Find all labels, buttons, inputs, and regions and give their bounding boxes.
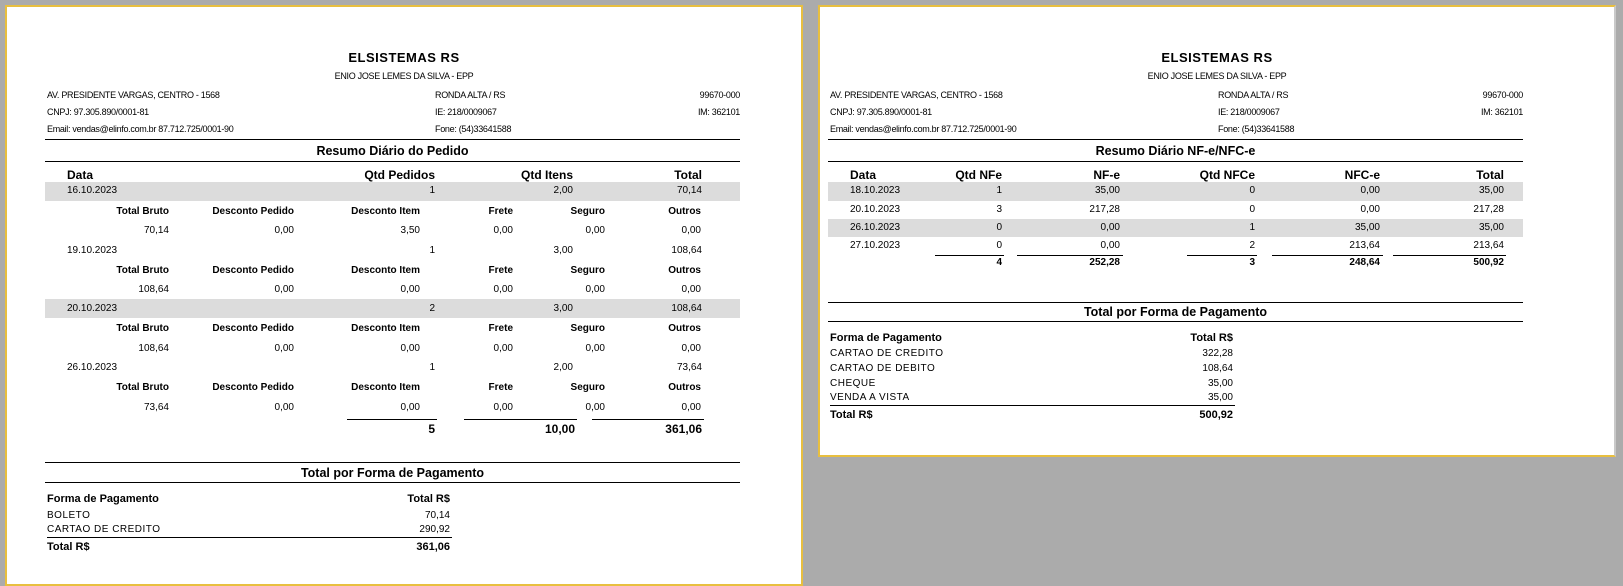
day-total: 73,64 <box>676 362 702 373</box>
divider <box>828 302 1523 303</box>
day-seguro: 0,00 <box>585 225 605 236</box>
sub-header-desconto-item: Desconto Item <box>351 323 420 334</box>
day-seguro: 0,00 <box>585 284 605 295</box>
sub-header-total-bruto: Total Bruto <box>116 382 169 393</box>
sub-header-desconto-pedido: Desconto Pedido <box>212 382 294 393</box>
payment-col-form: Forma de Pagamento <box>830 332 942 344</box>
sub-header-frete: Frete <box>488 323 513 334</box>
col-header-qtd-nfce: Qtd NFCe <box>1199 168 1255 182</box>
total-qtd-nfce: 3 <box>1249 257 1255 268</box>
sub-header-outros: Outros <box>668 323 701 334</box>
company-city: RONDA ALTA / RS <box>435 90 506 100</box>
day-desconto-item: 0,00 <box>400 402 420 413</box>
total-nfce: 248,64 <box>1349 257 1380 268</box>
sub-header-frete: Frete <box>488 265 513 276</box>
sub-header-total-bruto: Total Bruto <box>116 206 169 217</box>
sub-header-desconto-pedido: Desconto Pedido <box>212 206 294 217</box>
day-desconto-pedido: 0,00 <box>274 343 294 354</box>
day-frete: 0,00 <box>493 225 513 236</box>
day-qtd-itens: 2,00 <box>553 185 573 196</box>
col-header-date: Data <box>850 168 877 182</box>
day-outros: 0,00 <box>681 225 701 236</box>
divider <box>45 139 740 140</box>
day-desconto-pedido: 0,00 <box>274 284 294 295</box>
company-city: RONDA ALTA / RS <box>1218 90 1289 100</box>
total-value: 500,92 <box>1473 257 1504 268</box>
sub-header-desconto-pedido: Desconto Pedido <box>212 323 294 334</box>
nfe-row-total: 217,28 <box>1473 204 1504 215</box>
payment-title: Total por Forma de Pagamento <box>1083 305 1268 319</box>
nfe-row-date: 27.10.2023 <box>850 240 901 251</box>
day-total: 108,64 <box>671 303 702 314</box>
payment-col-total: Total R$ <box>407 493 450 505</box>
nfe-row-nfce: 213,64 <box>1349 240 1380 251</box>
sub-header-outros: Outros <box>668 382 701 393</box>
total-qtd-pedidos: 5 <box>428 422 435 436</box>
payment-total-label: Total R$ <box>830 409 873 421</box>
company-email: Email: vendas@elinfo.com.br 87.712.725/0001-90 <box>830 124 1017 134</box>
company-address: AV. PRESIDENTE VARGAS, CENTRO - 1568 <box>830 90 1003 100</box>
company-name: ELSISTEMAS RS <box>348 50 460 65</box>
nfe-row-date: 26.10.2023 <box>850 222 901 233</box>
payment-title: Total por Forma de Pagamento <box>300 466 485 480</box>
payment-total-value: 361,06 <box>416 541 450 553</box>
company-cep: 99670-000 <box>1482 90 1523 100</box>
col-header-total: Total <box>674 168 702 182</box>
nfe-row-total: 35,00 <box>1478 222 1504 233</box>
total-rule <box>1187 255 1257 256</box>
total-nfe: 252,28 <box>1089 257 1120 268</box>
nfe-row-total: 213,64 <box>1473 240 1504 251</box>
nfe-row-date: 20.10.2023 <box>850 204 901 215</box>
payment-col-total: Total R$ <box>1190 332 1233 344</box>
section-title: Resumo Diário do Pedido <box>316 144 469 158</box>
divider <box>828 321 1523 322</box>
col-header-total: Total <box>1476 168 1504 182</box>
day-desconto-pedido: 0,00 <box>274 225 294 236</box>
nfe-row-nfce: 0,00 <box>1360 185 1380 196</box>
day-date: 26.10.2023 <box>67 362 118 373</box>
nfe-row-qtd-nfce: 2 <box>1249 240 1255 251</box>
divider <box>828 139 1523 140</box>
sub-header-seguro: Seguro <box>570 382 605 393</box>
payment-col-form: Forma de Pagamento <box>47 493 159 505</box>
payment-method: CARTAO DE CREDITO <box>47 524 161 535</box>
company-address: AV. PRESIDENTE VARGAS, CENTRO - 1568 <box>47 90 220 100</box>
nfe-row-nfce: 35,00 <box>1354 222 1380 233</box>
day-qtd-itens: 3,00 <box>553 303 573 314</box>
col-header-nfce: NFC-e <box>1344 168 1380 182</box>
day-total-bruto: 70,14 <box>143 225 169 236</box>
day-frete: 0,00 <box>493 402 513 413</box>
sub-header-desconto-item: Desconto Item <box>351 265 420 276</box>
nfe-row-qtd-nfce: 0 <box>1249 204 1255 215</box>
day-date: 16.10.2023 <box>67 185 118 196</box>
divider <box>828 161 1523 162</box>
day-total: 108,64 <box>671 245 702 256</box>
nfe-row-qtd-nfce: 1 <box>1249 222 1255 233</box>
total-rule <box>464 419 577 420</box>
total-rule <box>592 419 704 420</box>
payment-total-rule <box>830 405 1235 406</box>
section-title: Resumo Diário NF-e/NFC-e <box>1095 144 1256 158</box>
day-outros: 0,00 <box>681 284 701 295</box>
divider <box>45 161 740 162</box>
divider <box>45 462 740 463</box>
payment-total-label: Total R$ <box>47 541 90 553</box>
payment-total-rule <box>47 537 452 538</box>
payment-method: VENDA A VISTA <box>830 392 910 403</box>
day-frete: 0,00 <box>493 343 513 354</box>
sub-header-total-bruto: Total Bruto <box>116 323 169 334</box>
report-page-pedidos <box>5 5 803 586</box>
sub-header-total-bruto: Total Bruto <box>116 265 169 276</box>
day-seguro: 0,00 <box>585 402 605 413</box>
day-desconto-item: 3,50 <box>400 225 420 236</box>
nfe-row-qtd-nfe: 3 <box>996 204 1002 215</box>
nfe-row-qtd-nfe: 1 <box>996 185 1002 196</box>
payment-amount: 108,64 <box>1202 363 1233 374</box>
payment-amount: 70,14 <box>424 510 450 521</box>
sub-header-seguro: Seguro <box>570 265 605 276</box>
total-rule <box>1272 255 1383 256</box>
company-owner: ENIO JOSE LEMES DA SILVA - EPP <box>334 71 474 81</box>
sub-header-frete: Frete <box>488 206 513 217</box>
day-qtd-pedidos: 2 <box>429 303 435 314</box>
sub-header-desconto-pedido: Desconto Pedido <box>212 265 294 276</box>
nfe-row-nfe: 0,00 <box>1100 240 1120 251</box>
payment-amount: 290,92 <box>419 524 450 535</box>
company-cnpj: CNPJ: 97.305.890/0001-81 <box>830 107 932 117</box>
col-header-qtd-pedidos: Qtd Pedidos <box>364 168 435 182</box>
company-im: IM: 362101 <box>1480 107 1523 117</box>
nfe-row-nfe: 0,00 <box>1100 222 1120 233</box>
total-qtd-nfe: 4 <box>996 257 1002 268</box>
company-phone: Fone: (54)33641588 <box>1218 124 1295 134</box>
day-desconto-pedido: 0,00 <box>274 402 294 413</box>
nfe-row-nfce: 0,00 <box>1360 204 1380 215</box>
day-date: 20.10.2023 <box>67 303 118 314</box>
company-cep: 99670-000 <box>699 90 740 100</box>
company-email: Email: vendas@elinfo.com.br 87.712.725/0001-90 <box>47 124 234 134</box>
payment-method: CARTAO DE DEBITO <box>830 363 936 374</box>
nfe-row-nfe: 35,00 <box>1094 185 1120 196</box>
total-rule <box>347 419 437 420</box>
sub-header-desconto-item: Desconto Item <box>351 382 420 393</box>
day-date: 19.10.2023 <box>67 245 118 256</box>
day-outros: 0,00 <box>681 402 701 413</box>
nfe-row-qtd-nfe: 0 <box>996 240 1002 251</box>
payment-method: CHEQUE <box>830 378 876 389</box>
day-seguro: 0,00 <box>585 343 605 354</box>
total-rule <box>1393 255 1506 256</box>
company-owner: ENIO JOSE LEMES DA SILVA - EPP <box>1147 71 1287 81</box>
payment-method: BOLETO <box>47 510 91 521</box>
day-qtd-itens: 2,00 <box>553 362 573 373</box>
nfe-row-nfe: 217,28 <box>1089 204 1120 215</box>
company-ie: IE: 218/0009067 <box>1218 107 1280 117</box>
total-value: 361,06 <box>665 422 702 436</box>
day-qtd-pedidos: 1 <box>429 245 435 256</box>
divider <box>45 482 740 483</box>
payment-amount: 35,00 <box>1207 378 1233 389</box>
day-frete: 0,00 <box>493 284 513 295</box>
day-desconto-item: 0,00 <box>400 343 420 354</box>
sub-header-seguro: Seguro <box>570 323 605 334</box>
total-rule <box>1017 255 1123 256</box>
sub-header-frete: Frete <box>488 382 513 393</box>
payment-amount: 322,28 <box>1202 348 1233 359</box>
company-cnpj: CNPJ: 97.305.890/0001-81 <box>47 107 149 117</box>
nfe-row-total: 35,00 <box>1478 185 1504 196</box>
col-header-nfe: NF-e <box>1093 168 1120 182</box>
day-qtd-pedidos: 1 <box>429 362 435 373</box>
day-total: 70,14 <box>676 185 702 196</box>
nfe-row-date: 18.10.2023 <box>850 185 901 196</box>
day-total-bruto: 73,64 <box>143 402 169 413</box>
payment-total-value: 500,92 <box>1199 409 1233 421</box>
company-phone: Fone: (54)33641588 <box>435 124 512 134</box>
sub-header-seguro: Seguro <box>570 206 605 217</box>
sub-header-outros: Outros <box>668 265 701 276</box>
col-header-qtd-itens: Qtd Itens <box>520 168 573 182</box>
total-rule <box>935 255 1004 256</box>
company-ie: IE: 218/0009067 <box>435 107 497 117</box>
day-outros: 0,00 <box>681 343 701 354</box>
day-total-bruto: 108,64 <box>138 343 169 354</box>
nfe-row-qtd-nfce: 0 <box>1249 185 1255 196</box>
col-header-date: Data <box>67 168 94 182</box>
company-im: IM: 362101 <box>697 107 740 117</box>
sub-header-desconto-item: Desconto Item <box>351 206 420 217</box>
day-qtd-itens: 3,00 <box>553 245 573 256</box>
report-page-nfe <box>818 5 1616 457</box>
nfe-row-qtd-nfe: 0 <box>996 222 1002 233</box>
col-header-qtd-nfe: Qtd NFe <box>955 168 1002 182</box>
payment-amount: 35,00 <box>1207 392 1233 403</box>
day-total-bruto: 108,64 <box>138 284 169 295</box>
company-name: ELSISTEMAS RS <box>1161 50 1273 65</box>
day-qtd-pedidos: 1 <box>429 185 435 196</box>
sub-header-outros: Outros <box>668 206 701 217</box>
day-desconto-item: 0,00 <box>400 284 420 295</box>
payment-method: CARTAO DE CREDITO <box>830 348 944 359</box>
total-qtd-itens: 10,00 <box>544 422 575 436</box>
